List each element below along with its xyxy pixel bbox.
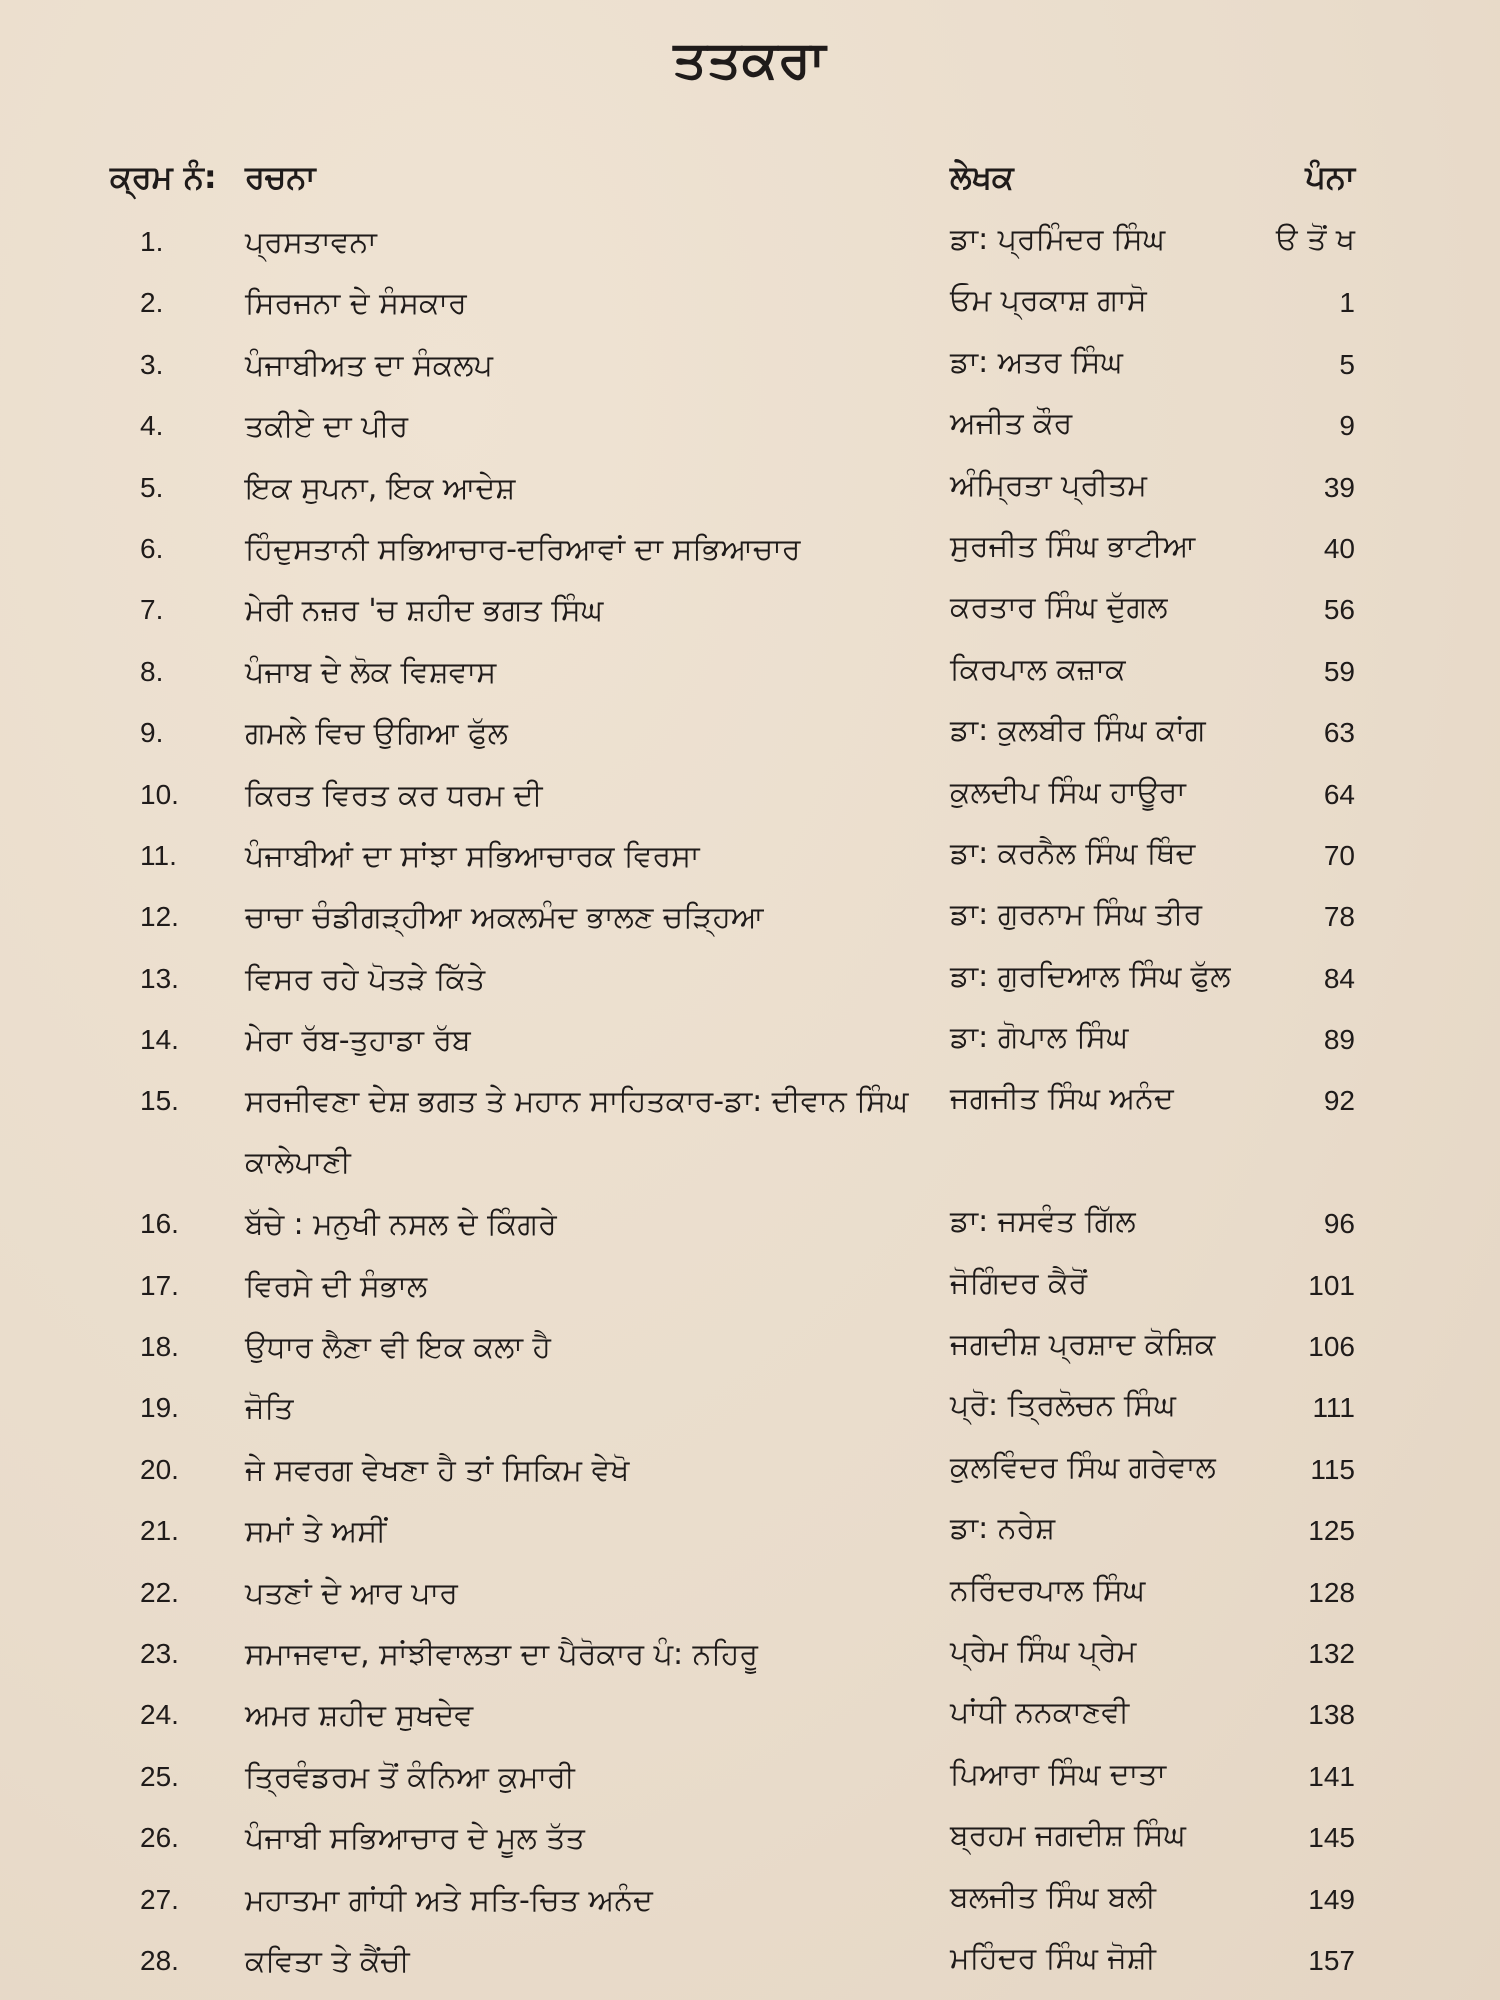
entry-author: ਡਾ: ਗੋਪਾਲ ਸਿੰਘ [950, 1020, 1129, 1056]
entry-number: 9. [140, 717, 164, 749]
entry-title: ਸਮਾਂ ਤੇ ਅਸੀਂ [245, 1514, 387, 1550]
entry-author: ਕਿਰਪਾਲ ਕਜ਼ਾਕ [950, 651, 1126, 687]
entry-number: 19. [140, 1392, 179, 1424]
entry-title: ਉਧਾਰ ਲੈਣਾ ਵੀ ਇਕ ਕਲਾ ਹੈ [245, 1330, 551, 1366]
toc-entry[interactable] [0, 1563, 1500, 1624]
entry-page: 64 [1323, 778, 1355, 810]
entry-author: ਕੁਲਦੀਪ ਸਿੰਘ ਹਾਊਰਾ [950, 774, 1186, 810]
entry-number: 14. [140, 1024, 179, 1056]
entry-page: 141 [1308, 1760, 1355, 1792]
entry-number: 12. [140, 901, 179, 933]
entry-page: 5 [1339, 348, 1355, 380]
toc-list [0, 212, 1500, 1992]
toc-entry[interactable] [0, 1747, 1500, 1808]
entry-title: ਵਿਰਸੇ ਦੀ ਸੰਭਾਲ [245, 1268, 428, 1304]
entry-page: 149 [1308, 1883, 1355, 1915]
entry-title: ਬੱਚੇ : ਮਨੁਖੀ ਨਸਲ ਦੇ ਕਿੰਗਰੇ [245, 1207, 557, 1243]
entry-page: 106 [1308, 1331, 1355, 1363]
entry-author: ਓਮ ਪ੍ਰਕਾਸ਼ ਗਾਸੋ [950, 283, 1147, 319]
entry-title: ਪਤਣਾਂ ਦੇ ਆਰ ਪਾਰ [245, 1575, 458, 1611]
entry-title: ਅਮਰ ਸ਼ਹੀਦ ਸੁਖਦੇਵ [245, 1698, 474, 1734]
toc-entry[interactable] [0, 519, 1500, 580]
entry-number: 8. [140, 655, 164, 687]
entry-author: ਅਜੀਤ ਕੌਰ [950, 406, 1073, 442]
entry-title: ਸਿਰਜਨਾ ਦੇ ਸੰਸਕਾਰ [245, 286, 467, 322]
header-author: ਲੇਖਕ [950, 158, 1014, 196]
entry-number: 28. [140, 1944, 179, 1976]
entry-author: ਬਲਜੀਤ ਸਿੰਘ ਬਲੀ [950, 1879, 1156, 1915]
entry-title: ਸਰਜੀਵਣਾ ਦੇਸ਼ ਭਗਤ ਤੇ ਮਹਾਨ ਸਾਹਿਤਕਾਰ-ਡਾ: ਦੀਵਾਨ ਸਿੰਘ ਕਾਲੇਪਾਣੀ [245, 1084, 909, 1181]
entry-page: 157 [1308, 1944, 1355, 1976]
entry-number: 10. [140, 778, 179, 810]
entry-page: 132 [1308, 1638, 1355, 1669]
toc-entry[interactable] [0, 458, 1500, 519]
entry-number: 7. [140, 594, 164, 626]
entry-author: ਡਾ: ਗੁਰਨਾਮ ਸਿੰਘ ਤੀਰ [950, 897, 1203, 933]
entry-author: ਜਗਦੀਸ਼ ਪ੍ਰਸ਼ਾਦ ਕੋਸ਼ਿਕ [950, 1327, 1216, 1363]
toc-entry[interactable] [0, 703, 1500, 764]
entry-page: 59 [1323, 655, 1355, 687]
entry-author: ਡਾ: ਕੁਲਬੀਰ ਸਿੰਘ ਕਾਂਗ [950, 713, 1206, 749]
entry-page: 84 [1323, 962, 1355, 994]
entry-author: ਬ੍ਰਹਮ ਜਗਦੀਸ਼ ਸਿੰਘ [950, 1818, 1186, 1854]
entry-title: ਸਮਾਜਵਾਦ, ਸਾਂਝੀਵਾਲਤਾ ਦਾ ਪੈਰੋਕਾਰ ਪੰ: ਨਹਿਰੂ [245, 1637, 759, 1672]
toc-entry[interactable] [0, 1317, 1500, 1378]
entry-number: 4. [140, 410, 164, 442]
entry-page: 92 [1323, 1085, 1355, 1117]
entry-author: ਡਾ: ਗੁਰਦਿਆਲ ਸਿੰਘ ਫੁੱਲ [950, 958, 1231, 994]
toc-header [0, 148, 1500, 208]
entry-author: ਡਾ: ਅਤਰ ਸਿੰਘ [950, 344, 1123, 380]
entry-page: 115 [1310, 1453, 1355, 1485]
entry-number: 21. [140, 1515, 179, 1547]
entry-author: ਸੁਰਜੀਤ ਸਿੰਘ ਭਾਟੀਆ [950, 528, 1196, 564]
entry-title: ਚਾਚਾ ਚੰਡੀਗੜ੍ਹੀਆ ਅਕਲਮੰਦ ਭਾਲਣ ਚੜ੍ਹਿਆ [245, 900, 764, 936]
entry-page: ੳ ਤੋਂ ਖ [1275, 222, 1355, 257]
entry-title: ਤ੍ਰਿਵੰਡਰਮ ਤੋਂ ਕੰਨਿਆ ਕੁਮਾਰੀ [245, 1759, 575, 1795]
toc-entry[interactable] [0, 1501, 1500, 1562]
entry-number: 23. [140, 1638, 179, 1669]
entry-author: ਪਿਆਰਾ ਸਿੰਘ ਦਾਤਾ [950, 1756, 1167, 1792]
header-title: ਰਚਨਾ [245, 158, 316, 196]
toc-entry[interactable] [0, 887, 1500, 948]
toc-entry[interactable] [0, 396, 1500, 457]
entry-page: 89 [1323, 1024, 1355, 1056]
toc-entry[interactable] [0, 765, 1500, 826]
entry-page: 128 [1308, 1576, 1355, 1608]
entry-title: ਗਮਲੇ ਵਿਚ ਉਗਿਆ ਫੁੱਲ [245, 716, 508, 752]
toc-entry[interactable] [0, 949, 1500, 1010]
entry-author: ਮਹਿੰਦਰ ਸਿੰਘ ਜੋਸ਼ੀ [950, 1940, 1156, 1976]
entry-title: ਕਵਿਤਾ ਤੇ ਕੈਂਚੀ [245, 1943, 410, 1979]
entry-page: 125 [1308, 1515, 1355, 1547]
entry-page: 39 [1323, 471, 1355, 503]
toc-entry[interactable] [0, 1194, 1500, 1255]
page-title: ਤਤਕਰਾ [673, 30, 827, 90]
entry-number: 6. [140, 532, 164, 564]
toc-entry[interactable] [0, 273, 1500, 334]
entry-number: 22. [140, 1576, 179, 1608]
entry-title: ਪੰਜਾਬੀਆਂ ਦਾ ਸਾਂਝਾ ਸਭਿਆਚਾਰਕ ਵਿਰਸਾ [245, 838, 700, 874]
entry-title: ਮਹਾਤਮਾ ਗਾਂਧੀ ਅਤੇ ਸਤਿ-ਚਿਤ ਅਨੰਦ [245, 1882, 653, 1918]
entry-author: ਪ੍ਰੋ: ਤ੍ਰਿਲੋਚਨ ਸਿੰਘ [950, 1388, 1176, 1424]
entry-author: ਜਗਜੀਤ ਸਿੰਘ ਅਨੰਦ [950, 1081, 1174, 1117]
entry-page: 56 [1323, 594, 1355, 626]
entry-number: 11. [140, 839, 177, 871]
entry-page: 145 [1308, 1822, 1355, 1854]
toc-entry[interactable] [0, 642, 1500, 703]
toc-entry[interactable] [0, 1440, 1500, 1501]
entry-number: 2. [140, 287, 164, 319]
entry-page: 138 [1308, 1699, 1355, 1731]
entry-number: 25. [140, 1760, 179, 1792]
entry-number: 24. [140, 1699, 179, 1731]
entry-page: 40 [1323, 532, 1355, 564]
entry-author: ਜੋਗਿੰਦਰ ਕੈਰੋਂ [950, 1265, 1088, 1301]
entry-page: 78 [1323, 901, 1355, 933]
entry-number: 20. [140, 1453, 179, 1485]
entry-title: ਜੇ ਸਵਰਗ ਵੇਖਣਾ ਹੈ ਤਾਂ ਸਿਕਿਮ ਵੇਖੋ [245, 1452, 630, 1488]
entry-page: 70 [1323, 839, 1355, 871]
entry-number: 18. [140, 1331, 179, 1363]
entry-title: ਹਿੰਦੁਸਤਾਨੀ ਸਭਿਆਚਾਰ-ਦਰਿਆਵਾਂ ਦਾ ਸਭਿਆਚਾਰ [245, 531, 801, 567]
entry-title: ਪੰਜਾਬੀਅਤ ਦਾ ਸੰਕਲਪ [245, 347, 493, 383]
header-page: ਪੰਨਾ [1305, 158, 1355, 196]
entry-page: 1 [1339, 287, 1355, 319]
entry-number: 15. [140, 1085, 179, 1117]
entry-title: ਵਿਸਰ ਰਹੇ ਪੋਤੜੇ ਕਿੱਤੇ [245, 961, 486, 997]
entry-author: ਡਾ: ਜਸਵੰਤ ਗਿੱਲ [950, 1204, 1136, 1240]
header-number: ਕ੍ਰਮ ਨੰ: [110, 158, 217, 196]
entry-page: 111 [1312, 1392, 1355, 1424]
entry-title: ਮੇਰੀ ਨਜ਼ਰ 'ਚ ਸ਼ਹੀਦ ਭਗਤ ਸਿੰਘ [245, 593, 604, 629]
entry-author: ਕੁਲਵਿੰਦਰ ਸਿੰਘ ਗਰੇਵਾਲ [950, 1449, 1216, 1485]
toc-entry[interactable] [0, 1870, 1500, 1931]
entry-title: ਜੋਤਿ [245, 1391, 294, 1427]
entry-author: ਕਰਤਾਰ ਸਿੰਘ ਦੁੱਗਲ [950, 590, 1168, 626]
entry-number: 16. [140, 1208, 179, 1240]
toc-entry[interactable] [0, 1071, 1500, 1194]
entry-title: ਪੰਜਾਬੀ ਸਭਿਆਚਾਰ ਦੇ ਮੂਲ ਤੱਤ [245, 1821, 585, 1857]
toc-entry[interactable] [0, 1931, 1500, 1992]
entry-title: ਪ੍ਰਸਤਾਵਨਾ [245, 225, 377, 260]
entry-number: 1. [140, 226, 164, 257]
toc-entry[interactable] [0, 1808, 1500, 1869]
entry-number: 26. [140, 1822, 179, 1854]
entry-title: ਕਿਰਤ ਵਿਰਤ ਕਰ ਧਰਮ ਦੀ [245, 777, 543, 813]
toc-entry[interactable] [0, 212, 1500, 273]
toc-entry[interactable] [0, 826, 1500, 887]
entry-title: ਇਕ ਸੁਪਨਾ, ਇਕ ਆਦੇਸ਼ [245, 470, 516, 506]
entry-author: ਅੰਮ੍ਰਿਤਾ ਪ੍ਰੀਤਮ [950, 467, 1148, 503]
entry-page: 9 [1339, 410, 1355, 442]
entry-title: ਤਕੀਏ ਦਾ ਪੀਰ [245, 409, 409, 445]
entry-number: 3. [140, 348, 164, 380]
toc-entry[interactable] [0, 580, 1500, 641]
toc-entry[interactable] [0, 1256, 1500, 1317]
toc-entry[interactable] [0, 1378, 1500, 1439]
entry-number: 27. [140, 1883, 179, 1915]
toc-entry[interactable] [0, 1010, 1500, 1071]
entry-number: 13. [140, 962, 179, 994]
entry-author: ਪਾਂਧੀ ਨਨਕਾਣਵੀ [950, 1695, 1130, 1731]
entry-page: 63 [1323, 717, 1355, 749]
entry-author: ਨਰਿੰਦਰਪਾਲ ਸਿੰਘ [950, 1572, 1146, 1608]
toc-entry[interactable] [0, 1624, 1500, 1685]
entry-page: 101 [1308, 1269, 1355, 1301]
toc-entry[interactable] [0, 1685, 1500, 1746]
entry-author: ਪ੍ਰੇਮ ਸਿੰਘ ਪ੍ਰੇਮ [950, 1634, 1137, 1669]
entry-author: ਡਾ: ਨਰੇਸ਼ [950, 1511, 1056, 1547]
entry-page: 96 [1323, 1208, 1355, 1240]
entry-number: 5. [140, 471, 164, 503]
entry-title: ਮੇਰਾ ਰੱਬ-ਤੁਹਾਡਾ ਰੱਬ [245, 1023, 471, 1059]
entry-author: ਡਾ: ਪ੍ਰਮਿੰਦਰ ਸਿੰਘ [950, 222, 1166, 257]
entry-title: ਪੰਜਾਬ ਦੇ ਲੋਕ ਵਿਸ਼ਵਾਸ [245, 654, 497, 690]
entry-number: 17. [140, 1269, 179, 1301]
toc-entry[interactable] [0, 335, 1500, 396]
entry-author: ਡਾ: ਕਰਨੈਲ ਸਿੰਘ ਥਿੰਦ [950, 835, 1196, 871]
